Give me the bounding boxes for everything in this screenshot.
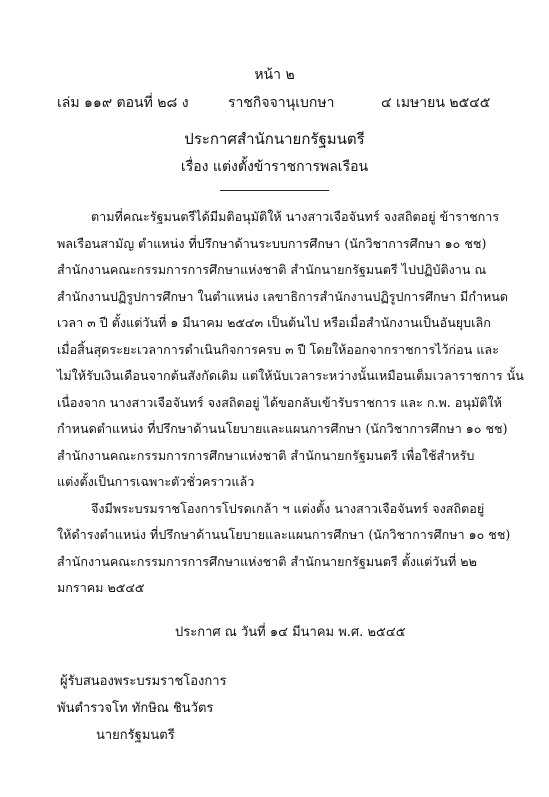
paragraph1-line: สำนักงานปฏิรูปการศึกษา ในตำแหน่ง เลขาธิการสำนักงานปฏิรูปการศึกษา มีกำหนด	[57, 289, 509, 304]
paragraph1-line: เนื่องจาก นางสาวเจือจันทร์ จงสถิตอยู่ ได้ขอกลับเข้ารับราชการ และ ก.พ. อนุมัติให้	[57, 395, 502, 410]
signatory-name: พันตำรวจโท ทักษิณ ชินวัตร	[57, 701, 214, 716]
paragraph1-line: กำหนดตำแหน่ง ที่ปรึกษาด้านนโยบายและแผนการศึกษา (นักวิชาการศึกษา ๑๐ ชช)	[57, 421, 508, 436]
volume-issue: เล่ม ๑๑๙ ตอนที่ ๒๘ ง	[57, 95, 189, 111]
signatory-position: นายกรัฐมนตรี	[96, 728, 175, 743]
paragraph1-line: พลเรือนสามัญ ตำแหน่ง ที่ปรึกษาด้านระบบการศึกษา (นักวิชาการศึกษา ๑๐ ชช)	[57, 236, 487, 251]
paragraph1-line: แต่งตั้งเป็นการเฉพาะตัวชั่วคราวแล้ว	[57, 474, 255, 489]
paragraph1-line: เวลา ๓ ปี ตั้งแต่วันที่ ๑ มีนาคม ๒๕๔๓ เป็นต้นไป หรือเมื่อสำนักงานเป็นอันยุบเลิก	[57, 315, 491, 330]
announcement-subject: เรื่อง แต่งตั้งข้าราชการพลเรือน	[180, 159, 369, 175]
announcement-dated: ประกาศ ณ วันที่ ๑๔ มีนาคม พ.ศ. ๒๕๔๕	[175, 625, 406, 640]
announcement-title: ประกาศสำนักนายกรัฐมนตรี	[184, 130, 365, 148]
paragraph1-line: สำนักงานคณะกรรมการการศึกษาแห่งชาติ สำนักนายกรัฐมนตรี เพื่อใช้สำหรับ	[57, 448, 475, 463]
publication-date: ๔ เมษายน ๒๕๔๕	[381, 95, 491, 111]
paragraph2-line: ให้ดำรงตำแหน่ง ที่ปรึกษาด้านนโยบายและแผนการศึกษา (นักวิชาการศึกษา ๑๐ ชช)	[57, 527, 511, 542]
countersign-title: ผู้รับสนองพระบรมราชโองการ	[60, 674, 227, 689]
paragraph1-line: เมื่อสิ้นสุดระยะเวลาการดำเนินกิจการครบ ๓ ปี โดยให้ออกจากราชการไว้ก่อน และ	[57, 342, 499, 357]
title-divider	[220, 190, 329, 191]
paragraph1-line: ไม่ให้รับเงินเดือนจากต้นสังกัดเดิม แต่ให้นับเวลาระหว่างนั้นเหมือนเต็มเวลาราชการ นั้น	[57, 368, 524, 383]
paragraph2-line: มกราคม ๒๕๔๕	[57, 580, 145, 595]
publication-name: ราชกิจจานุเบกษา	[228, 95, 335, 111]
paragraph2-line: สำนักงานคณะกรรมการการศึกษาแห่งชาติ สำนักนายกรัฐมนตรี ตั้งแต่วันที่ ๒๒	[57, 554, 477, 569]
page-number: หน้า ๒	[254, 67, 295, 83]
paragraph2-line: จึงมีพระบรมราชโองการโปรดเกล้า ฯ แต่งตั้ง นางสาวเจือจันทร์ จงสถิตอยู่	[91, 501, 485, 516]
paragraph1-line: ตามที่คณะรัฐมนตรีได้มีมติอนุมัติให้ นางสาวเจือจันทร์ จงสถิตอยู่ ข้าราชการ	[91, 209, 500, 224]
paragraph1-line: สำนักงานคณะกรรมการการศึกษาแห่งชาติ สำนักนายกรัฐมนตรี ไปปฏิบัติงาน ณ	[57, 262, 487, 277]
